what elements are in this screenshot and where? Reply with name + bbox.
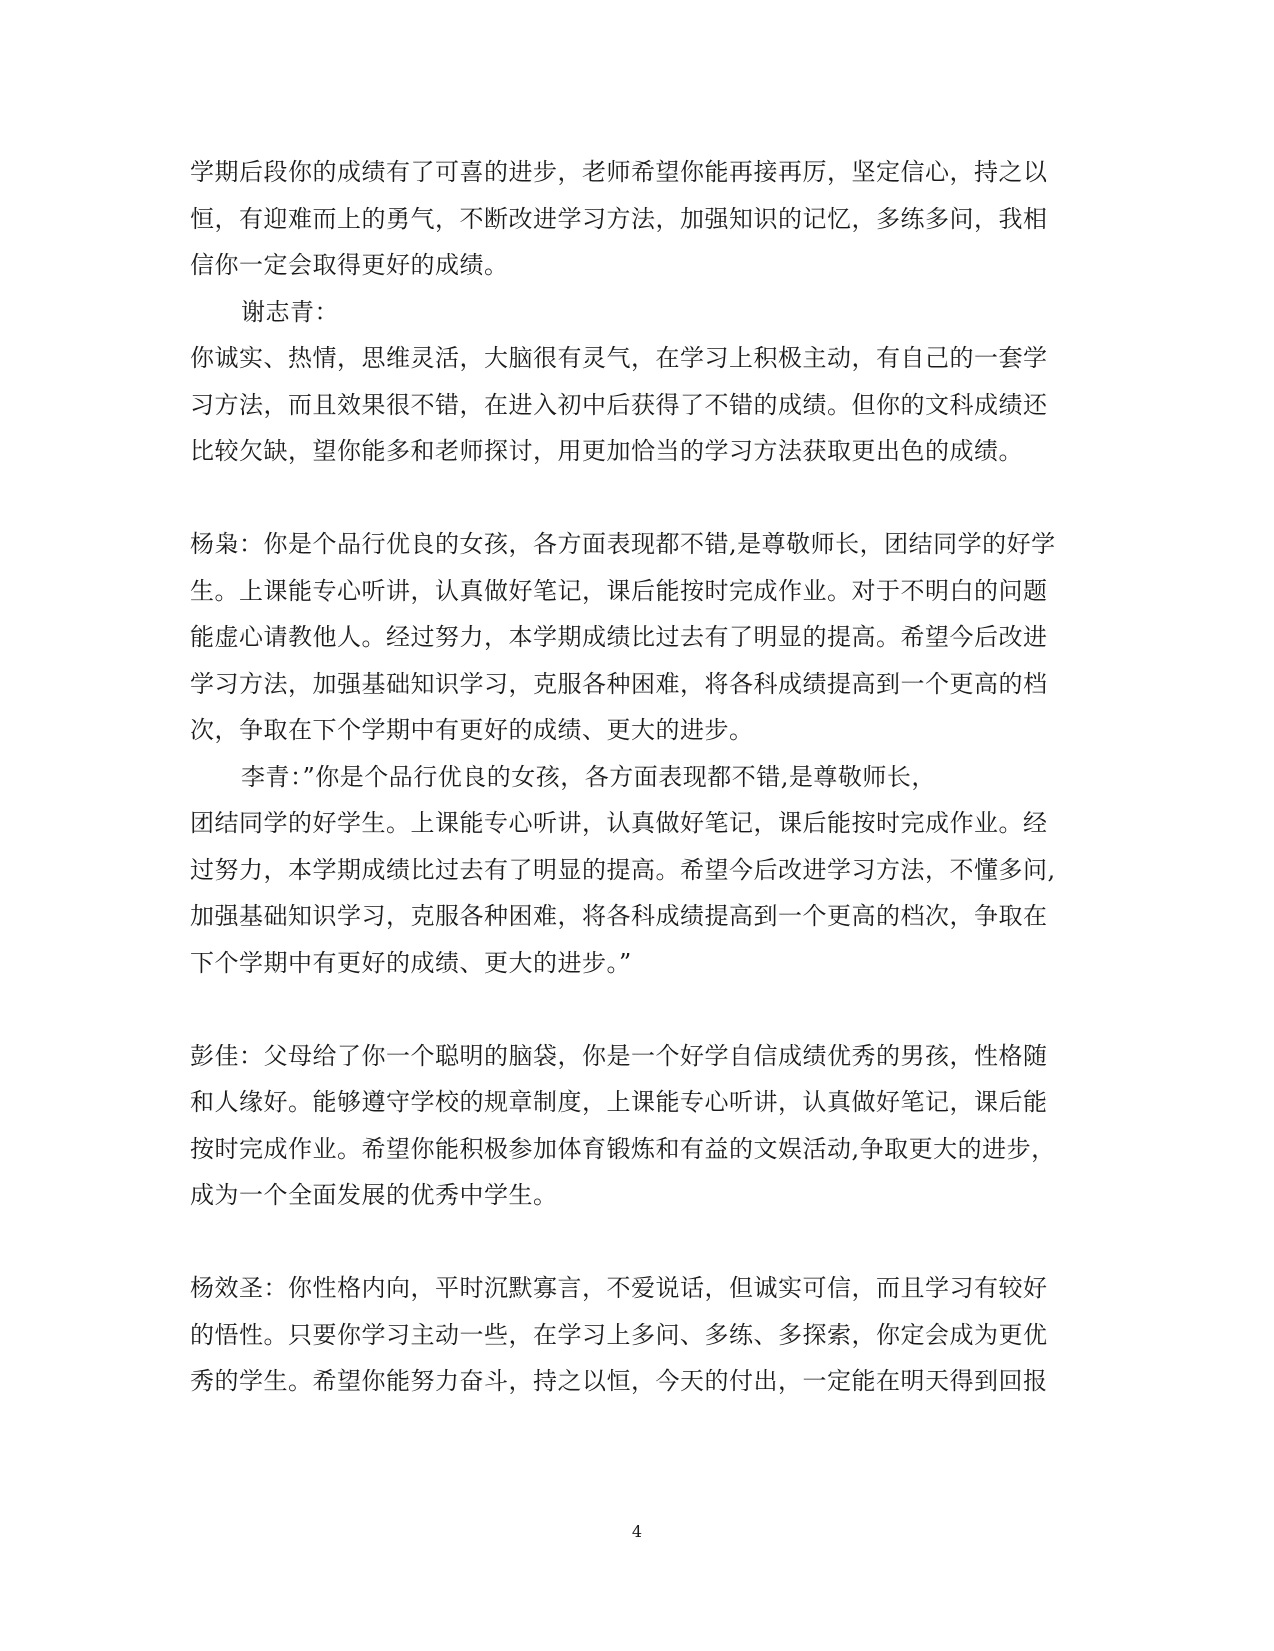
text-line: 李青：”你是个品行优良的女孩，各方面表现都不错,是尊敬师长， [241, 763, 936, 791]
text-line: 的悟性。只要你学习主动一些，在学习上多问、多练、多探索，你定会成为更优 [190, 1321, 1048, 1349]
text-line: 秀的学生。希望你能努力奋斗，持之以恒，今天的付出，一定能在明天得到回报 [190, 1367, 1048, 1395]
text-line: 杨效圣：你性格内向，平时沉默寡言，不爱说话，但诚实可信，而且学习有较好 [190, 1274, 1048, 1302]
text-line: 和人缘好。能够遵守学校的规章制度，上课能专心听讲，认真做好笔记，课后能 [190, 1088, 1048, 1116]
text-line: 加强基础知识学习，克服各种困难，将各科成绩提高到一个更高的档次，争取在 [190, 902, 1048, 930]
page-number: 4 [631, 1522, 643, 1541]
text-line: 次，争取在下个学期中有更好的成绩、更大的进步。 [190, 716, 754, 744]
text-line: 下个学期中有更好的成绩、更大的进步。” [190, 949, 632, 977]
text-line: 恒，有迎难而上的勇气，不断改进学习方法，加强知识的记忆，多练多问，我相 [190, 205, 1048, 233]
text-line: 能虚心请教他人。经过努力，本学期成绩比过去有了明显的提高。希望今后改进 [190, 623, 1048, 651]
text-line: 团结同学的好学生。上课能专心听讲，认真做好笔记，课后能按时完成作业。经 [190, 809, 1048, 837]
text-line: 学期后段你的成绩有了可喜的进步，老师希望你能再接再厉，坚定信心，持之以 [190, 158, 1048, 186]
text-line: 信你一定会取得更好的成绩。 [190, 251, 509, 279]
text-line: 成为一个全面发展的优秀中学生。 [190, 1181, 558, 1209]
text-line: 杨枭：你是个品行优良的女孩，各方面表现都不错,是尊敬师长，团结同学的好学 [190, 530, 1056, 558]
text-line: 比较欠缺，望你能多和老师探讨，用更加恰当的学习方法获取更出色的成绩。 [190, 437, 1023, 465]
text-line: 按时完成作业。希望你能积极参加体育锻炼和有益的文娱活动,争取更大的进步， [190, 1135, 1056, 1163]
text-line: 习方法，而且效果很不错，在进入初中后获得了不错的成绩。但你的文科成绩还 [190, 391, 1048, 419]
text-line: 你诚实、热情，思维灵活，大脑很有灵气，在学习上积极主动，有自己的一套学 [190, 344, 1048, 372]
text-line: 生。上课能专心听讲，认真做好笔记，课后能按时完成作业。对于不明白的问题 [190, 577, 1048, 605]
text-line: 彭佳：父母给了你一个聪明的脑袋，你是一个好学自信成绩优秀的男孩，性格随 [190, 1042, 1048, 1070]
text-line: 学习方法，加强基础知识学习，克服各种困难，将各科成绩提高到一个更高的档 [190, 670, 1048, 698]
student-name-heading: 谢志青： [241, 298, 339, 326]
text-line: 过努力，本学期成绩比过去有了明显的提高。希望今后改进学习方法，不懂多问, [190, 856, 1056, 884]
